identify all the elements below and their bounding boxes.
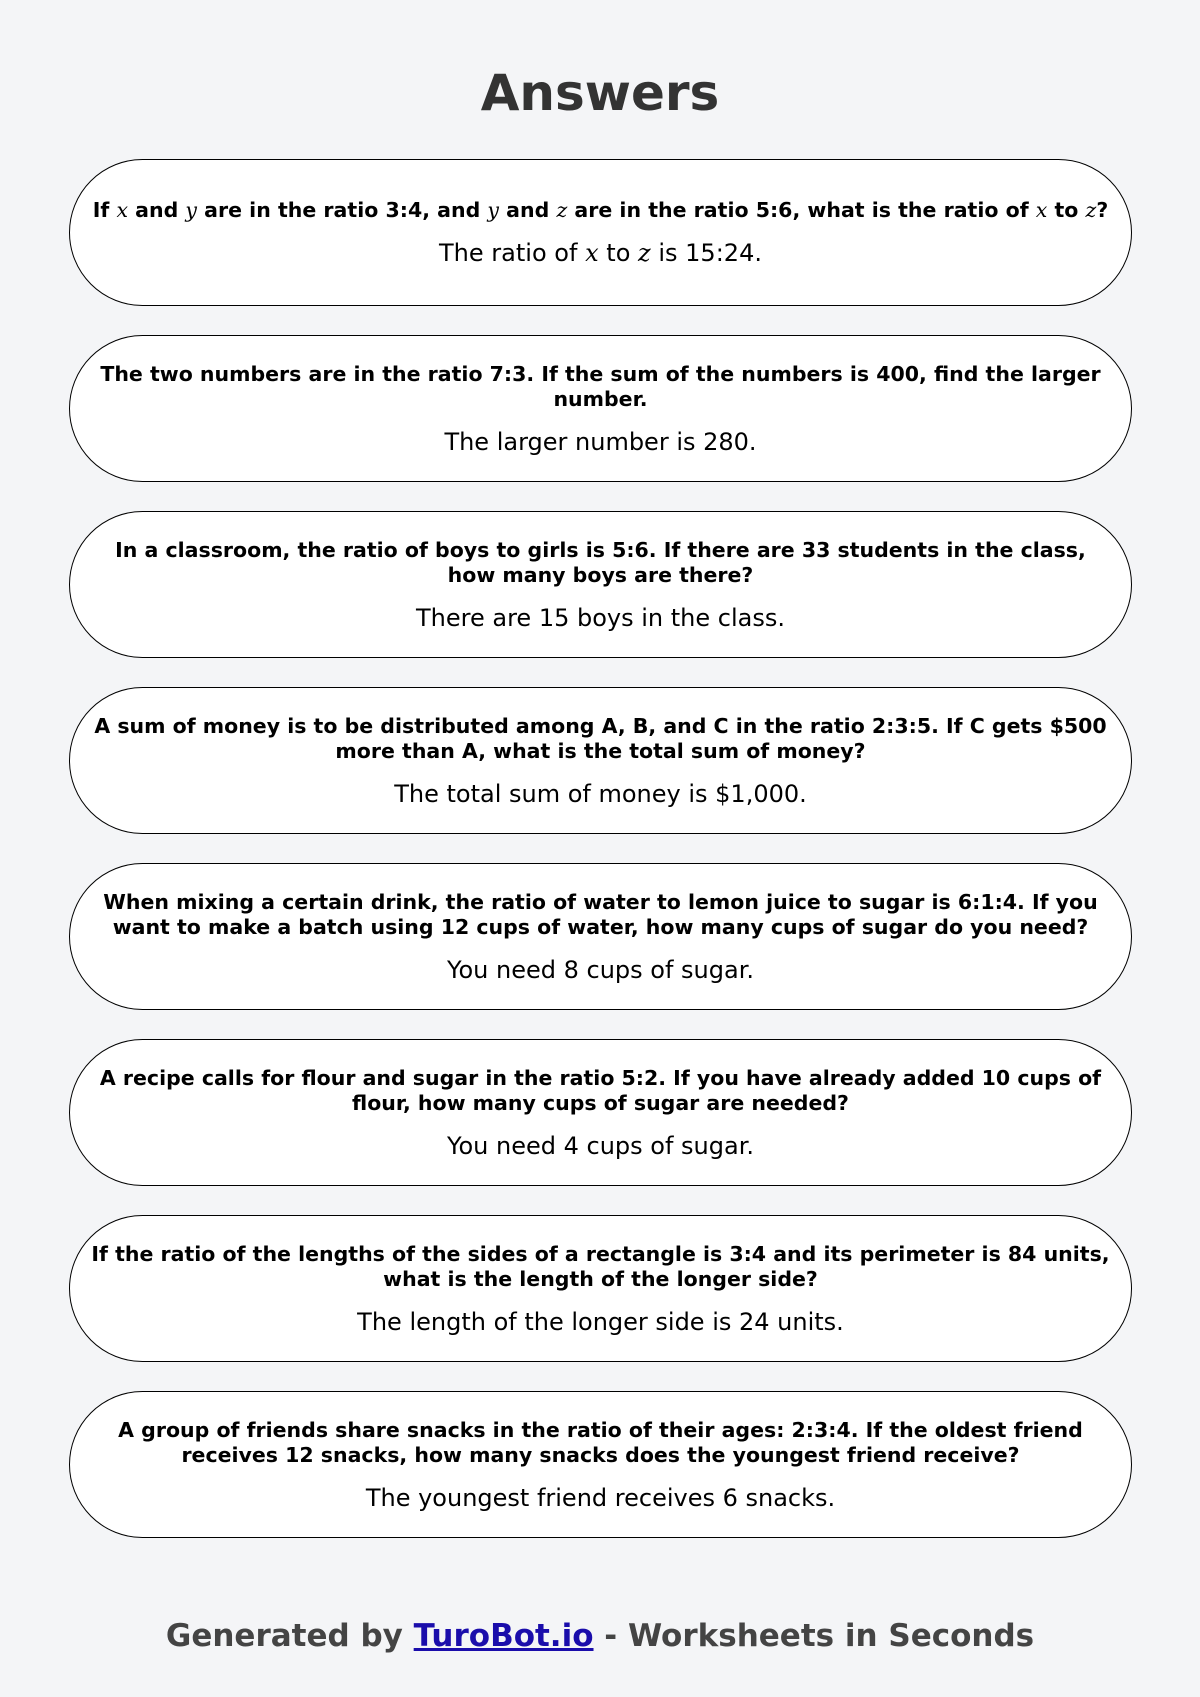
math-variable: 𝑧 (638, 239, 651, 267)
footer-suffix: - Worksheets in Seconds (593, 1618, 1035, 1654)
math-variable: 𝑥 (1035, 198, 1048, 222)
answer-card (69, 1039, 1132, 1186)
answer-card (69, 335, 1132, 482)
math-variable: 𝑧 (1085, 198, 1097, 222)
answer-card (69, 863, 1132, 1010)
answer-text: The total sum of money is $1,000. (394, 779, 807, 808)
question-text: A recipe calls for flour and sugar in the ratio 5:2. If you have already added 10 cups of flour, how many cups of sugar are needed? (99, 1065, 1102, 1115)
question-text: If the ratio of the lengths of the sides of a rectangle is 3:4 and its perimeter is 84 units, what is the length of the longer side? (91, 1241, 1110, 1291)
question-text: When mixing a certain drink, the ratio of water to lemon juice to sugar is 6:1:4. If you want to make a batch using 12 cups of water, how many cups of sugar do you need? (103, 889, 1098, 939)
math-variable: 𝑦 (487, 198, 500, 222)
answer-text: The length of the longer side is 24 units. (357, 1307, 844, 1336)
answer-text: You need 4 cups of sugar. (447, 1131, 754, 1160)
question-text: The two numbers are in the ratio 7:3. If the sum of the numbers is 400, find the larger number. (100, 361, 1101, 411)
footer (0, 1618, 1200, 1654)
math-variable: 𝑧 (556, 198, 568, 222)
answer-text: The ratio of 𝑥 to 𝑧 is 15:24. (438, 239, 762, 267)
answer-text: The larger number is 280. (444, 427, 757, 456)
answer-card (69, 159, 1132, 306)
math-variable: 𝑥 (585, 239, 599, 267)
footer-prefix: Generated by (165, 1618, 414, 1654)
turobot-link[interactable]: TuroBot.io (413, 1618, 594, 1654)
answer-text: There are 15 boys in the class. (416, 603, 785, 632)
question-text: A sum of money is to be distributed among A, B, and C in the ratio 2:3:5. If C gets $500 more than A, what is the total sum of money? (94, 713, 1107, 763)
math-variable: 𝑥 (116, 198, 128, 222)
answer-list (69, 159, 1132, 1567)
answer-text: You need 8 cups of sugar. (447, 955, 754, 984)
question-text: In a classroom, the ratio of boys to girls is 5:6. If there are 33 students in the class, how many boys are there? (115, 537, 1086, 587)
answer-card (69, 1391, 1132, 1538)
math-variable: 𝑦 (185, 198, 198, 222)
answer-card (69, 687, 1132, 834)
page-title: Answers (480, 64, 720, 122)
answer-card (69, 511, 1132, 658)
question-text: If 𝑥 and 𝑦 are in the ratio 3:4, and 𝑦 and 𝑧 are in the ratio 5:6, what is the ratio of 𝑥 to 𝑧? (92, 198, 1109, 222)
question-text: A group of friends share snacks in the ratio of their ages: 2:3:4. If the oldest friend receives 12 snacks, how many snacks does the youngest friend receive? (118, 1417, 1083, 1467)
answer-card (69, 1215, 1132, 1362)
answer-text: The youngest friend receives 6 snacks. (365, 1483, 836, 1512)
